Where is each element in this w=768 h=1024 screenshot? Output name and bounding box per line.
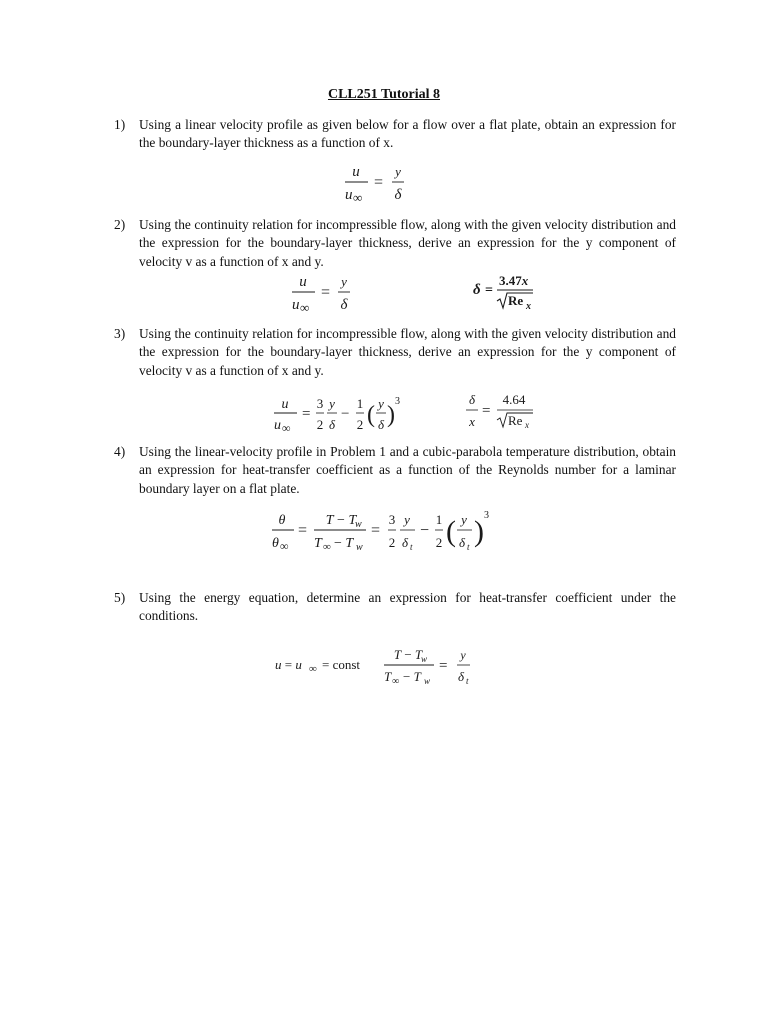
svg-text:= const: = const (322, 657, 361, 672)
svg-text:y: y (461, 512, 467, 527)
equation-temperature-cubic (270, 507, 500, 555)
svg-text:2: 2 (388, 535, 396, 550)
svg-text:u: u (352, 164, 360, 180)
equation-linear-profile-2 (290, 270, 360, 314)
problem-number: 1) (114, 117, 126, 132)
svg-text:−: − (341, 406, 350, 422)
svg-text:∞: ∞ (353, 190, 363, 205)
svg-text:T − T: T − T (393, 647, 423, 662)
equation-cubic-profile (272, 392, 412, 436)
svg-text:δ: δ (340, 297, 348, 313)
svg-text:=: = (321, 284, 331, 301)
svg-text:u: u (281, 397, 289, 412)
svg-text:δ: δ (328, 417, 336, 432)
svg-text:δ: δ (473, 282, 481, 298)
svg-text:w: w (421, 654, 428, 664)
svg-text:∞: ∞ (323, 541, 331, 553)
svg-text:δ: δ (402, 535, 409, 550)
svg-text:y: y (460, 648, 466, 662)
problem-text: Using the linear-velocity profile in Problem 1 and a cubic-parabola temperature distribution, obtain an expression for heat-transfer coefficient as a function of the Reynolds number for a laminar boundary layer on a flat plate. (139, 444, 676, 496)
svg-text:w: w (356, 542, 363, 553)
equation-thickness-cubic (465, 390, 537, 434)
svg-text:2: 2 (435, 535, 443, 550)
svg-text:Re: Re (508, 293, 524, 308)
svg-text:3.47x: 3.47x (499, 273, 529, 288)
svg-text:x: x (469, 414, 475, 429)
svg-text:): ) (387, 402, 395, 428)
problem-number: 3) (114, 326, 126, 341)
svg-text:Re: Re (508, 413, 523, 428)
svg-text:δ: δ (458, 669, 465, 684)
svg-text:t: t (467, 542, 470, 552)
svg-text:t: t (466, 676, 469, 686)
svg-text:2: 2 (356, 417, 364, 432)
svg-text:−: − (420, 522, 430, 539)
problem-3 (114, 325, 676, 380)
problem-text: Using the continuity relation for incompressible flow, along with the given velocity distribution and the expression for the boundary-layer thickness, derive an expression for the y component of velocity v as a function of x and y. (139, 326, 676, 378)
svg-text:∞: ∞ (282, 421, 291, 435)
svg-text:=: = (371, 522, 381, 539)
problem-text: Using a linear velocity profile as given below for a flow over a flat plate, obtain an expression for the boundary-layer thickness as a function of x. (139, 117, 676, 151)
svg-text:δ: δ (394, 187, 402, 203)
page-title: CLL251 Tutorial 8 (327, 87, 441, 102)
svg-text:w: w (355, 519, 362, 530)
svg-text:T − T: T − T (325, 513, 357, 528)
equation-temperature-linear (382, 645, 482, 689)
svg-text:T: T (384, 669, 392, 684)
problem-number: 2) (114, 217, 126, 232)
svg-text:u: u (274, 418, 281, 433)
svg-text:w: w (424, 676, 431, 686)
svg-text:u: u (345, 187, 353, 203)
svg-text:y: y (329, 396, 335, 411)
problem-1 (114, 116, 676, 153)
svg-text:y: y (341, 274, 347, 289)
svg-text:x: x (526, 301, 531, 312)
svg-text:− T: − T (403, 669, 421, 684)
svg-text:u: u (299, 274, 307, 290)
svg-text:T: T (314, 536, 322, 551)
svg-text:): ) (474, 515, 484, 548)
svg-text:=: = (485, 283, 493, 298)
svg-text:∞: ∞ (309, 663, 317, 675)
svg-text:=: = (298, 522, 308, 539)
svg-text:t: t (410, 542, 413, 552)
svg-text:− T: − T (334, 536, 354, 551)
svg-text:θ: θ (278, 513, 286, 528)
svg-text:(: ( (446, 515, 456, 548)
equation-linear-profile (343, 160, 413, 204)
svg-text:∞: ∞ (392, 676, 400, 687)
svg-text:y: y (395, 164, 401, 179)
svg-text:4.64: 4.64 (502, 392, 526, 407)
svg-text:u = u: u = u (275, 657, 302, 672)
equation-uniform-velocity (275, 650, 375, 680)
svg-text:=: = (482, 403, 491, 419)
svg-text:3: 3 (395, 396, 400, 407)
svg-text:3: 3 (484, 510, 489, 521)
svg-text:1: 1 (435, 512, 443, 527)
svg-text:=: = (439, 658, 448, 674)
svg-text:2: 2 (316, 417, 324, 432)
svg-text:δ: δ (468, 392, 476, 407)
svg-text:∞: ∞ (280, 539, 289, 553)
svg-text:∞: ∞ (300, 300, 310, 315)
problem-number: 5) (114, 590, 126, 605)
svg-text:y: y (404, 512, 410, 527)
problem-2 (114, 216, 676, 271)
problem-5 (114, 589, 676, 626)
svg-text:=: = (374, 174, 384, 191)
svg-text:u: u (292, 297, 300, 313)
svg-text:(: ( (367, 402, 375, 428)
svg-text:δ: δ (459, 535, 466, 550)
problem-text: Using the energy equation, determine an expression for heat-transfer coefficient under the conditions. (139, 590, 676, 624)
svg-text:θ: θ (272, 536, 279, 551)
svg-text:δ: δ (377, 417, 385, 432)
svg-text:y: y (378, 396, 384, 411)
svg-text:=: = (302, 406, 311, 422)
svg-text:3: 3 (388, 512, 396, 527)
svg-text:3: 3 (316, 396, 324, 411)
problem-4 (114, 443, 676, 498)
problem-number: 4) (114, 444, 126, 459)
problem-text: Using the continuity relation for incompressible flow, along with the given velocity distribution and the expression for the boundary-layer thickness, derive an expression for the y component of velocity v as a function of x and y. (139, 217, 676, 269)
svg-text:1: 1 (356, 396, 364, 411)
equation-thickness-linear (471, 270, 541, 314)
svg-text:x: x (525, 420, 529, 430)
